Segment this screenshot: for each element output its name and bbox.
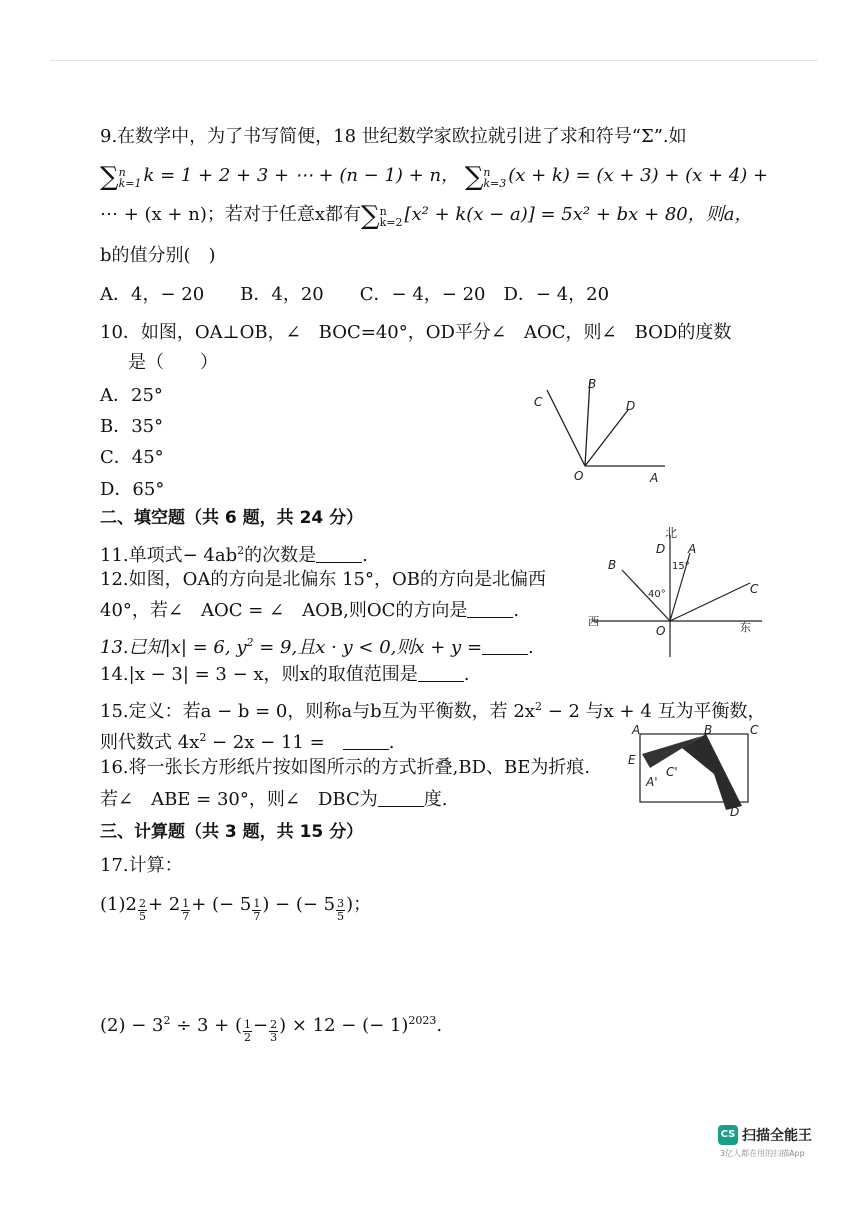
label-a: A bbox=[632, 723, 641, 737]
fraction: $\frac{1}{7}$ bbox=[253, 897, 261, 923]
q12-line2 bbox=[100, 598, 519, 624]
q14 bbox=[100, 662, 469, 688]
label-b: B bbox=[704, 723, 713, 737]
label-d: D bbox=[626, 399, 636, 413]
q11-period: . bbox=[362, 545, 368, 566]
q13-text2: = 9,且x · y < 0,则x + y = bbox=[253, 637, 483, 658]
q9-line3 bbox=[100, 202, 752, 229]
q9-line1: 9.在数学中，为了书写简便，18 世纪数学家欧拉就引进了求和符号“Σ”.如 bbox=[100, 126, 687, 147]
fraction: $\frac{2}{3}$ bbox=[270, 1018, 278, 1044]
q11-answer-blank bbox=[316, 544, 362, 563]
q17-p2-c: − bbox=[253, 1015, 269, 1036]
sigma-symbol: ∑ bbox=[100, 162, 119, 192]
q16-line2 bbox=[100, 787, 447, 813]
q13-exponent: 2 bbox=[246, 636, 254, 649]
q9-line2-part2: (x + k) = (x + 3) + (x + 4) + bbox=[508, 165, 769, 186]
q11-exponent: 2 bbox=[237, 544, 245, 557]
label-a: A bbox=[650, 471, 659, 485]
label-b: B bbox=[588, 377, 597, 391]
label-c: C bbox=[750, 723, 759, 737]
q15-answer-blank bbox=[343, 731, 389, 750]
camscanner-logo-icon: CS bbox=[718, 1125, 738, 1145]
q10-option-d: D．65° bbox=[100, 479, 165, 500]
q17-part1 bbox=[100, 892, 371, 923]
q9-line4: b的值分别( ) bbox=[100, 245, 216, 266]
q9-line2-part1: k = 1 + 2 + 3 + ⋯ + (n − 1) + n， bbox=[143, 165, 460, 186]
q12-line1: 12.如图，OA的方向是北偏东 15°，OB的方向是北偏西 bbox=[100, 569, 546, 590]
sum-limits: n k=3 bbox=[483, 166, 507, 190]
watermark-name: 扫描全能王 bbox=[742, 1128, 812, 1144]
q9-options: A．4，− 20 B．4，20 C．− 4，− 20 D．− 4，20 bbox=[100, 284, 610, 305]
q9-line3-part2: [x² + k(x − a)] = 5x² + bx + 80，则a， bbox=[404, 204, 753, 225]
q15-exponent: 2 bbox=[199, 731, 207, 744]
q15-text2: − 2 与x + 4 互为平衡数， bbox=[541, 701, 766, 722]
q17-part2 bbox=[100, 1008, 442, 1044]
q12-period: . bbox=[513, 600, 520, 621]
label-north: 北 bbox=[665, 526, 678, 540]
label-c: C bbox=[534, 395, 543, 409]
sigma-symbol: ∑ bbox=[361, 201, 380, 231]
q17-p2-exponent2: 2023 bbox=[408, 1014, 437, 1027]
label-40-deg: 40° bbox=[648, 589, 666, 600]
q15-exponent: 2 bbox=[534, 700, 542, 713]
q11-text: 11.单项式− 4ab bbox=[100, 545, 238, 566]
fraction: $\frac{1}{7}$ bbox=[182, 897, 190, 923]
q16-fold-figure bbox=[622, 720, 762, 820]
q16-text: 若∠ ABE = 30°，则∠ DBC为 bbox=[100, 789, 378, 810]
q15-period: . bbox=[388, 732, 395, 753]
q15-line2 bbox=[100, 725, 394, 756]
q17-p1-a: (1)2 bbox=[100, 894, 137, 915]
q17-p2-a: (2) − 3 bbox=[100, 1015, 164, 1036]
q10-option-b: B．35° bbox=[100, 416, 164, 437]
q10-line1: 10．如图，OA⊥OB，∠ BOC=40°，OD平分∠ AOC，则∠ BOD的度数 bbox=[100, 322, 732, 343]
q17-p2-d: ) × 12 − (− 1) bbox=[279, 1015, 409, 1036]
label-c: C bbox=[750, 582, 759, 596]
section-3-heading: 三、计算题（共 3 题，共 15 分） bbox=[100, 822, 364, 842]
q10-option-a: A．25° bbox=[100, 385, 163, 406]
section-2-heading: 二、填空题（共 6 题，共 24 分） bbox=[100, 508, 364, 528]
sigma-symbol: ∑ bbox=[464, 162, 484, 192]
q12-answer-blank bbox=[467, 599, 513, 618]
q16-end: 度. bbox=[423, 789, 448, 810]
label-a-prime: A' bbox=[646, 775, 658, 789]
q9-line2 bbox=[100, 163, 768, 190]
q10-option-c: C．45° bbox=[100, 447, 164, 468]
q14-period: . bbox=[463, 664, 470, 685]
q14-text: 14.|x − 3| = 3 − x，则x的取值范围是 bbox=[100, 664, 418, 685]
q17-p2-e: . bbox=[436, 1015, 443, 1036]
q15-text: 15.定义：若a − b = 0，则称a与b互为平衡数，若 2x bbox=[100, 701, 535, 722]
q10-line2: 是（ ） bbox=[128, 352, 218, 373]
label-c-prime: C' bbox=[666, 765, 678, 779]
q16-line1: 16.将一张长方形纸片按如图所示的方式折叠,BD、BE为折痕. bbox=[100, 757, 591, 778]
q11 bbox=[100, 538, 368, 569]
label-west: 西 bbox=[588, 615, 599, 628]
label-e: E bbox=[628, 753, 636, 767]
sum-limits: n k=2 bbox=[379, 205, 403, 229]
q17-p1-c: + (− 5 bbox=[191, 894, 252, 915]
q17-p1-d: ) − (− 5 bbox=[262, 894, 336, 915]
q14-answer-blank bbox=[418, 663, 464, 682]
q13 bbox=[100, 630, 534, 661]
sum-limits: n k=1 bbox=[118, 166, 142, 190]
q10-angle-figure bbox=[520, 370, 680, 490]
q13-answer-blank bbox=[482, 636, 528, 655]
label-o: O bbox=[656, 624, 666, 638]
q17-p2-exponent: 2 bbox=[163, 1014, 171, 1027]
label-b: B bbox=[608, 558, 617, 572]
page-top-rule bbox=[50, 60, 818, 61]
q15-text3: 则代数式 4x bbox=[100, 732, 200, 753]
q12-compass-figure bbox=[582, 525, 772, 665]
q17-p1-e: )； bbox=[346, 894, 372, 915]
q13-period: . bbox=[528, 637, 534, 658]
fraction: $\frac{1}{2}$ bbox=[244, 1018, 252, 1044]
label-d: D bbox=[656, 542, 666, 556]
q11-text2: 的次数是 bbox=[244, 545, 317, 566]
label-d: D bbox=[730, 805, 740, 819]
fraction: $\frac{3}{5}$ bbox=[337, 897, 345, 923]
q17-p1-b: + 2 bbox=[147, 894, 181, 915]
q12-text: 40°，若∠ AOC = ∠ AOB,则OC的方向是 bbox=[100, 600, 468, 621]
label-a: A bbox=[688, 542, 697, 556]
q17-title: 17.计算： bbox=[100, 855, 183, 876]
label-15-deg: 15° bbox=[672, 561, 690, 572]
fraction: $\frac{2}{5}$ bbox=[138, 897, 146, 923]
label-o: O bbox=[574, 469, 584, 483]
watermark-subtitle: 3亿人都在用的扫描App bbox=[720, 1149, 805, 1158]
q9-line3-part1: ⋯ + (x + n)；若对于任意x都有 bbox=[100, 204, 361, 225]
q13-text: 13.已知|x| = 6, y bbox=[100, 637, 247, 658]
q15-text4: − 2x − 11 = bbox=[206, 732, 325, 753]
q17-p2-b: ÷ 3 + ( bbox=[170, 1015, 243, 1036]
q16-answer-blank bbox=[378, 788, 424, 807]
label-east: 东 bbox=[740, 621, 751, 634]
